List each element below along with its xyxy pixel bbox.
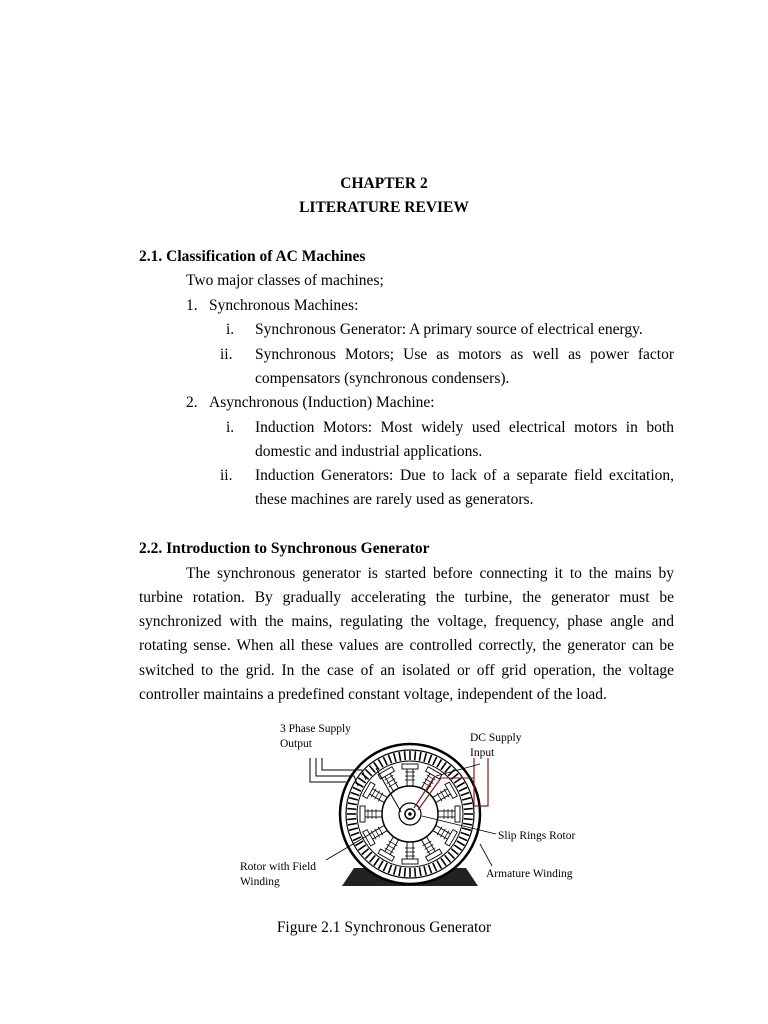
armature-slot [464, 809, 473, 810]
label-phase-supply: 3 Phase Supply [280, 723, 351, 735]
armature-pointer [480, 844, 492, 866]
armature-slot [347, 809, 356, 810]
label-rotor-winding: Winding [240, 876, 280, 888]
list-marker: 1. [186, 297, 198, 314]
paragraph-line: The synchronous generator is started before connecting it to the mains by [186, 565, 674, 582]
section-heading-2-1: 2.1. Classification of AC Machines [139, 248, 366, 265]
chapter-title: LITERATURE REVIEW [299, 199, 469, 216]
sublist-item-text: compensators (synchronous condensers). [255, 370, 510, 387]
section-heading-2-2: 2.2. Introduction to Synchronous Generator [139, 540, 430, 557]
paragraph-line: synchronized with the mains, regulating the voltage, frequency, phase angle and [139, 613, 674, 630]
list-marker: 2. [186, 394, 198, 411]
sublist-marker: ii. [220, 346, 233, 363]
label-rotor-field: Rotor with Field [240, 861, 317, 873]
label-armature: Armature Winding [486, 868, 573, 880]
armature-slot [347, 819, 356, 820]
armature-slot [415, 751, 416, 760]
paragraph-line: switched to the grid. In the case of an isolated or off grid operation, the voltage [139, 662, 674, 679]
label-phase-output: Output [280, 738, 312, 750]
sublist-item-text: Synchronous Motors; Use as motors as well as power factor [255, 346, 674, 363]
paragraph-line: rotating sense. When all these values are controlled correctly, the generator can be [139, 637, 674, 654]
chapter-number: CHAPTER 2 [340, 175, 428, 192]
paragraph-line: turbine rotation. By gradually accelerating the turbine, the generator must be [139, 589, 674, 606]
sublist-item-text: domestic and industrial applications. [255, 443, 483, 460]
synchronous-generator-diagram [230, 716, 590, 894]
sublist-marker: i. [226, 419, 235, 436]
shaft-center [408, 812, 412, 816]
label-dc-supply: DC Supply [470, 732, 522, 744]
figure-caption: Figure 2.1 Synchronous Generator [276, 919, 492, 936]
armature-slot [405, 868, 406, 877]
sublist-item-text: Induction Motors: Most widely used electrical motors in both [255, 419, 674, 436]
section-intro: Two major classes of machines; [186, 272, 384, 289]
sublist-item-text: Induction Generators: Due to lack of a separate field excitation, [255, 467, 674, 484]
sublist-item-text: Synchronous Generator: A primary source of electrical energy. [255, 321, 643, 338]
sublist-marker: ii. [220, 467, 233, 484]
list-item-label: Asynchronous (Induction) Machine: [209, 394, 435, 411]
armature-slot [415, 868, 416, 877]
label-dc-input: Input [470, 747, 495, 759]
paragraph-line: controller maintains a predefined constant voltage, independent of the load. [139, 686, 607, 703]
armature-slot [464, 819, 473, 820]
sublist-marker: i. [226, 321, 235, 338]
sublist-item-text: these machines are rarely used as generators. [255, 491, 534, 508]
armature-slot [405, 751, 406, 760]
list-item-label: Synchronous Machines: [209, 297, 359, 314]
label-slip-rings: Slip Rings Rotor [498, 830, 576, 842]
